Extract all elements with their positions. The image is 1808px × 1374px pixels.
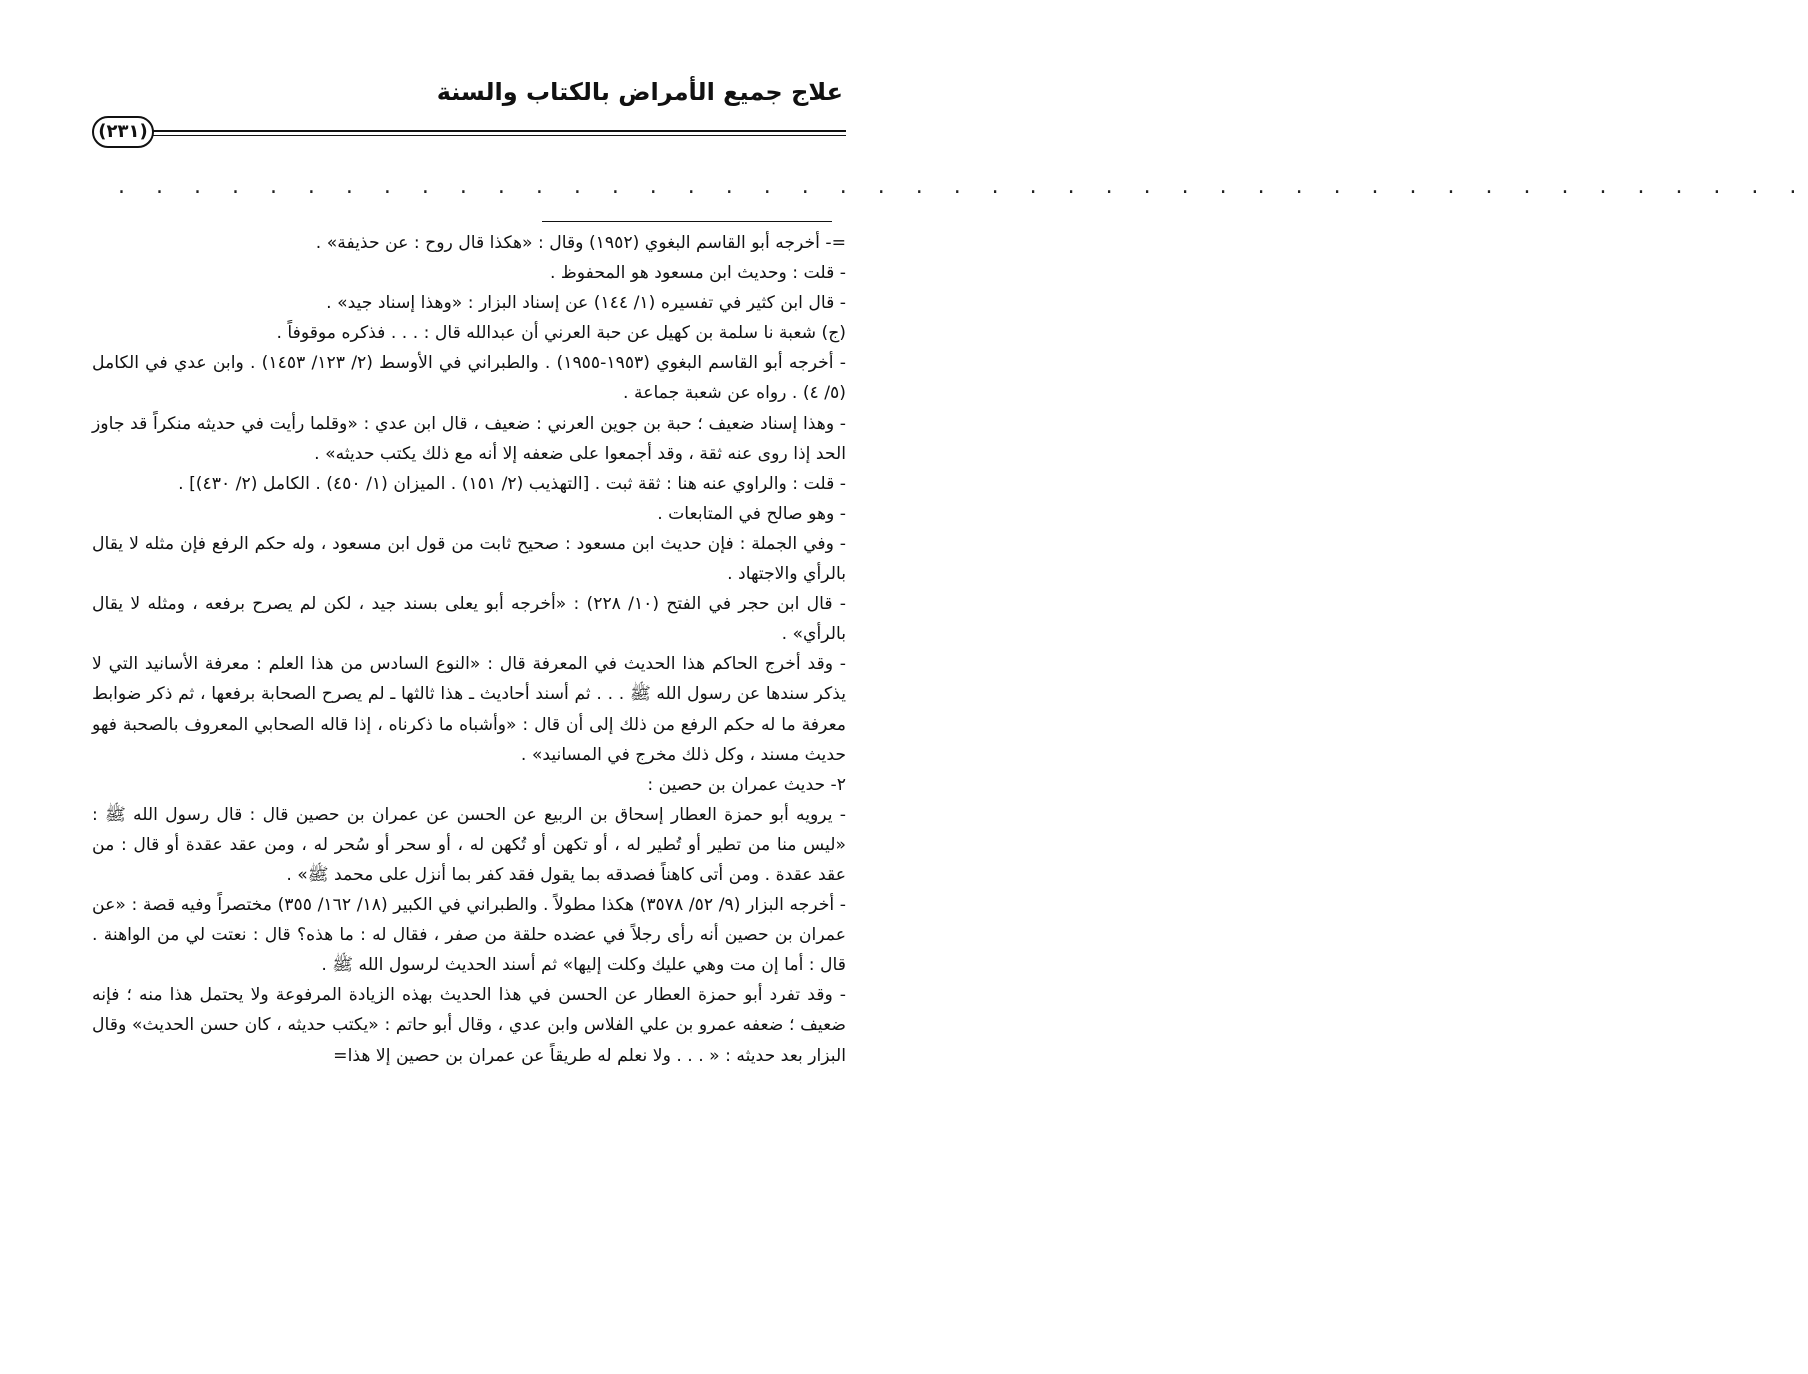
- paragraph: - أخرجه البزار (٩/ ٥٢/ ٣٥٧٨) هكذا مطولاً . والطبراني في الكبير (١٨/ ١٦٢/ ٣٥٥) مختصراً وفيه قصة : «عن عمران بن حصين أنه رأى رجلاً في عضده حلقة من صفر ، فقال له : ما هذه؟ قال : نعتت لي من الواهنة . قال : أما إن مت وهي عليك وكلت إليها» ثم أسند الحديث لرسول الله ﷺ .: [92, 895, 846, 976]
- paragraph: - قلت : وحديث ابن مسعود هو المحفوظ .: [549, 263, 846, 284]
- paragraph: - يرويه أبو حمزة العطار إسحاق بن الربيع عن الحسن عن عمران بن حصين قال : قال رسول الله ﷺ : «ليس منا من تطير أو تُطير له ، أو تكهن أو تُكهن له ، أو سحر أو سُحر له ، ومن عقد عقدة أو قال : من عقد عقدة . ومن أتى كاهناً فصدقه بما يقول فقد كفر بما أنزل على محمد ﷺ» .: [92, 804, 846, 885]
- dotted-separator: . . . . . . . . . . . . . . . . . . . . . . . . . . . . . . . . . . . . . . . . . . . . .: [118, 174, 1808, 199]
- running-title: علاج جميع الأمراض بالكتاب والسنة: [436, 78, 843, 106]
- header-rule: [148, 130, 846, 132]
- paragraph: - وقد أخرج الحاكم هذا الحديث في المعرفة قال : «النوع السادس من هذا العلم : معرفة الأسانيد التي لا يذكر سندها عن رسول الله ﷺ . . . ثم أسند أحاديث ـ هذا ثالثها ـ لم يصرح الصحابة برفعها ، ثم ذكر ضوابط معرفة ما له حكم الرفع من ذلك إلى أن قال : «وأشباه ما ذكرناه ، إذا قاله الصحابي المعروف بالصحبة فهو حديث مسند ، وكل ذلك مخرج في المسانيد» .: [92, 654, 846, 765]
- paragraph: - قال ابن حجر في الفتح (١٠/ ٢٢٨) : «أخرجه أبو يعلى بسند جيد ، لكن لم يصرح برفعه ، ومثله لا يقال بالرأي» .: [92, 594, 846, 645]
- paragraph: (ج) شعبة نا سلمة بن كهيل عن حبة العرني أن عبدالله قال : . . . فذكره موقوفاً .: [276, 323, 846, 344]
- footnote-text-block: [92, 228, 846, 1071]
- footnote-rule: [542, 221, 832, 222]
- paragraph: - وهو صالح في المتابعات .: [657, 503, 846, 524]
- paragraph: =- أخرجه أبو القاسم البغوي (١٩٥٢) وقال : «هكذا قال روح : عن حذيفة» .: [315, 233, 846, 253]
- section-heading: ٢- حديث عمران بن حصين :: [647, 774, 846, 795]
- paragraph: - وهذا إسناد ضعيف ؛ حبة بن جوين العرني : ضعيف ، قال ابن عدي : «وقلما رأيت في حديثه منكراً قد جاوز الحد إذا روى عنه ثقة ، وقد أجمعوا على ضعفه إلا أنه مع ذلك يكتب حديثه» .: [92, 413, 846, 464]
- paragraph: - أخرجه أبو القاسم البغوي (١٩٥٣-١٩٥٥) . والطبراني في الأوسط (٢/ ١٢٣/ ١٤٥٣) . وابن عدي في الكامل (٥/ ٤) . رواه عن شعبة جماعة .: [92, 353, 846, 404]
- paragraph: - قال ابن كثير في تفسيره (١/ ١٤٤) عن إسناد البزار : «وهذا إسناد جيد» .: [326, 293, 846, 314]
- header-rule-thin: [148, 135, 846, 136]
- page-number: (٢٣١): [92, 116, 154, 148]
- paragraph: - وفي الجملة : فإن حديث ابن مسعود : صحيح ثابت من قول ابن مسعود ، وله حكم الرفع فإن مثله لا يقال بالرأي والاجتهاد .: [92, 533, 846, 585]
- paragraph: - وقد تفرد أبو حمزة العطار عن الحسن في هذا الحديث بهذه الزيادة المرفوعة ولا يحتمل هذا منه ؛ فإنه ضعيف ؛ ضعفه عمرو بن علي الفلاس وابن عدي ، وقال أبو حاتم : «يكتب حديثه ، كان حسن الحديث» وقال البزار بعد حديثه : « . . . ولا نعلم له طريقاً عن عمران بن حصين إلا هذا=: [92, 985, 846, 1066]
- paragraph: - قلت : والراوي عنه هنا : ثقة ثبت . [التهذيب (٢/ ١٥١) . الميزان (١/ ٤٥٠) . الكامل (٢/ ٤٣٠)] .: [178, 473, 846, 494]
